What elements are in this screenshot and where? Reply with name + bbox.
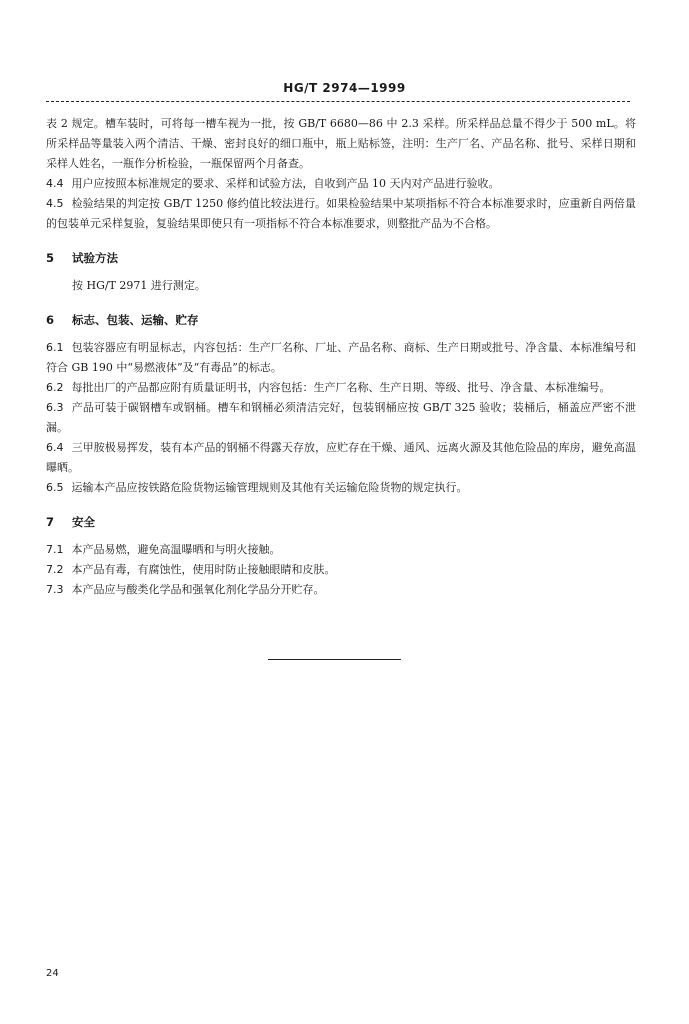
clause-text: 产品可装于碳钢槽车或钢桶。槽车和钢桶必须清洁完好，包装钢桶应按 GB/T 325 验收；装桶后，桶盖应严密不泄漏。 [46, 401, 636, 434]
section-title: 试验方法 [72, 251, 119, 265]
section-5-heading [46, 248, 636, 268]
clause-text: 检验结果的判定按 GB/T 1250 修约值比较法进行。如果检验结果中某项指标不符合本标准要求时，应重新自两倍量的包装单元采样复验，复验结果即使只有一项指标不符合本标准要求，则整批产品为不合格。 [46, 197, 636, 230]
clause-number: 4.5 [46, 197, 64, 210]
clause-6-3 [46, 398, 636, 438]
clause-text: 本产品有毒，有腐蚀性，使用时防止接触眼睛和皮肤。 [71, 563, 336, 576]
standard-code-header: HG/T 2974—1999 [283, 81, 406, 95]
clause-6-1 [46, 338, 636, 378]
document-body [46, 114, 636, 600]
clause-text: 每批出厂的产品都应附有质量证明书，内容包括：生产厂名称、生产日期、等级、批号、净含量、本标准编号。 [71, 381, 611, 394]
section-number: 6 [46, 313, 55, 327]
clause-text: 用户应按照本标准规定的要求、采样和试验方法，自收到产品 10 天内对产品进行验收。 [71, 177, 500, 190]
header-rule [46, 101, 630, 102]
section-7-heading [46, 512, 636, 532]
section-5-text: 按 HG/T 2971 进行测定。 [72, 279, 206, 292]
clause-7-2 [46, 560, 636, 580]
clause-number: 6.3 [46, 401, 64, 414]
clause-6-5 [46, 478, 636, 498]
clause-number: 7.3 [46, 583, 64, 596]
section-6-heading [46, 310, 636, 330]
page-number: 24 [46, 968, 59, 979]
clause-text: 本产品易燃，避免高温曝晒和与明火接触。 [71, 543, 281, 556]
clause-6-2 [46, 378, 636, 398]
clause-number: 7.2 [46, 563, 64, 576]
section-number: 5 [46, 251, 55, 265]
end-of-document-rule [268, 659, 401, 660]
clause-number: 7.1 [46, 543, 64, 556]
section-title: 标志、包装、运输、贮存 [72, 313, 199, 327]
section-title: 安全 [72, 515, 96, 529]
clause-number: 6.5 [46, 481, 64, 494]
clause-7-3 [46, 580, 636, 600]
clause-6-4 [46, 438, 636, 478]
clause-4-5 [46, 194, 636, 234]
clause-number: 6.4 [46, 441, 64, 454]
intro-paragraph: 表 2 规定。槽车装时，可将每一槽车视为一批，按 GB/T 6680—86 中 2.3 采样。所采样品总量不得少于 500 mL。将所采样品等量装入两个清洁、干燥、密封良好的细口瓶中，瓶上贴标签，注明：生产厂名、产品名称、批号、采样日期和采样人姓名，一瓶作分析检验，一瓶保留两个月备查。 [46, 117, 636, 170]
section-number: 7 [46, 515, 55, 529]
clause-number: 6.2 [46, 381, 64, 394]
clause-text: 运输本产品应按铁路危险货物运输管理规则及其他有关运输危险货物的规定执行。 [71, 481, 468, 494]
clause-text: 包装容器应有明显标志，内容包括：生产厂名称、厂址、产品名称、商标、生产日期或批号、净含量、本标准编号和符合 GB 190 中“易燃液体”及“有毒品”的标志。 [46, 341, 637, 374]
clause-number: 6.1 [46, 341, 64, 354]
clause-4-4 [46, 174, 636, 194]
clause-number: 4.4 [46, 177, 64, 190]
clause-text: 三甲胺极易挥发，装有本产品的钢桶不得露天存放，应贮存在干燥、通风、远离火源及其他危险品的库房，避免高温曝晒。 [46, 441, 637, 474]
clause-7-1 [46, 540, 636, 560]
clause-text: 本产品应与酸类化学品和强氧化剂化学品分开贮存。 [71, 583, 325, 596]
